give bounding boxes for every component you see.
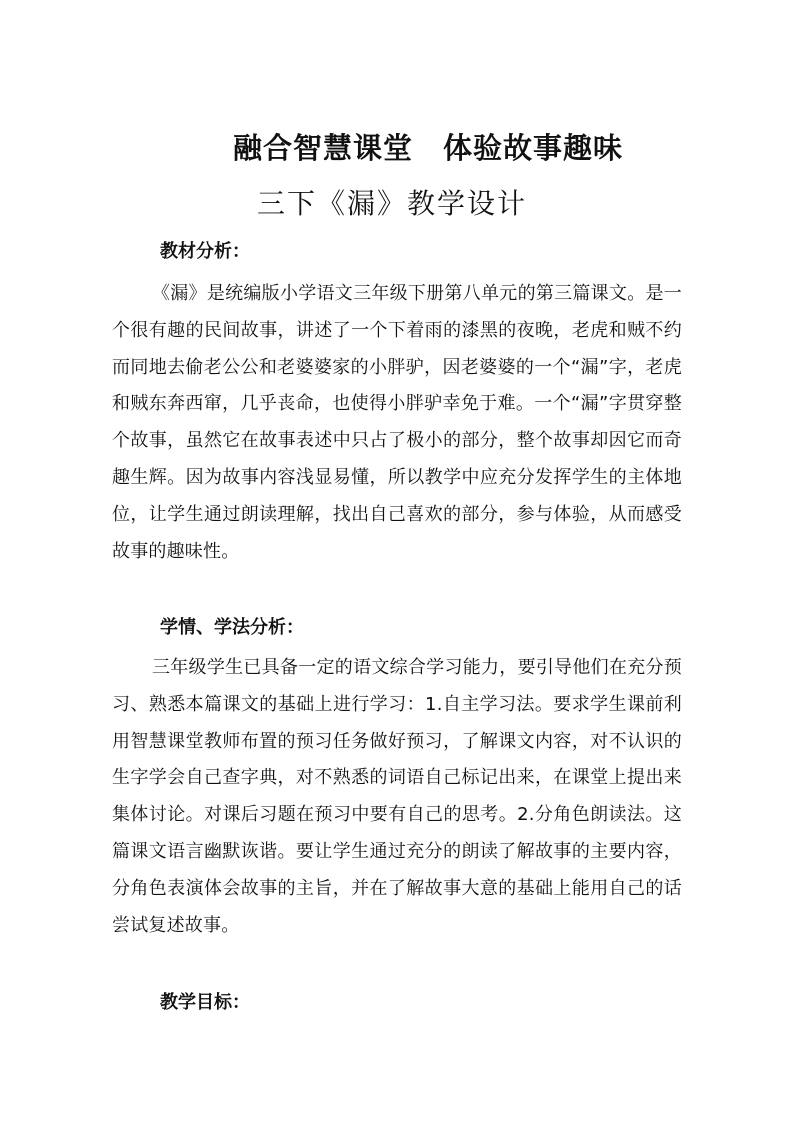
document-subtitle: 三下《漏》教学设计 xyxy=(256,187,527,220)
title-part-2: 体验故事趣味 xyxy=(443,131,624,165)
teaching-goals-heading: 教学目标： xyxy=(160,992,250,1013)
title-part-1: 融合智慧课堂 xyxy=(232,131,413,165)
learning-analysis-heading: 学情、学法分析： xyxy=(160,617,304,638)
learning-analysis-paragraph: 三年级学生已具备一定的语文综合学习能力，要引导他们在充分预习、熟悉本篇课文的基础上进行学习：1.自主学习法。要求学生课前利用智慧课堂教师布置的预习任务做好预习，了解课文内容，对不认识的生字学会自己查字典，对不熟悉的词语自己标记出来，在课堂上提出来集体讨论。对课后习题在预习中要有自己的思考。2.分角色朗读法。这篇课文语言幽默诙谐。要让学生通过充分的朗读了解故事的主要内容，分角色表演体会故事的主旨，并在了解故事大意的基础上能用自己的话尝试复述故事。 xyxy=(112,657,682,936)
material-analysis-heading: 教材分析： xyxy=(160,241,250,262)
material-analysis-paragraph: 《漏》是统编版小学语文三年级下册第八单元的第三篇课文。是一个很有趣的民间故事，讲述了一个下着雨的漆黑的夜晚，老虎和贼不约而同地去偷老公公和老婆婆家的小胖驴，因老婆婆的一个“漏”字，老虎和贼东奔西窜，几乎丧命，也使得小胖驴幸免于难。一个“漏”字贯穿整个故事，虽然它在故事表述中只占了极小的部分，整个故事却因它而奇趣生辉。因为故事内容浅显易懂，所以教学中应充分发挥学生的主体地位，让学生通过朗读理解，找出自己喜欢的部分，参与体验，从而感受故事的趣味性。 xyxy=(112,283,682,562)
document-title xyxy=(0,126,794,167)
